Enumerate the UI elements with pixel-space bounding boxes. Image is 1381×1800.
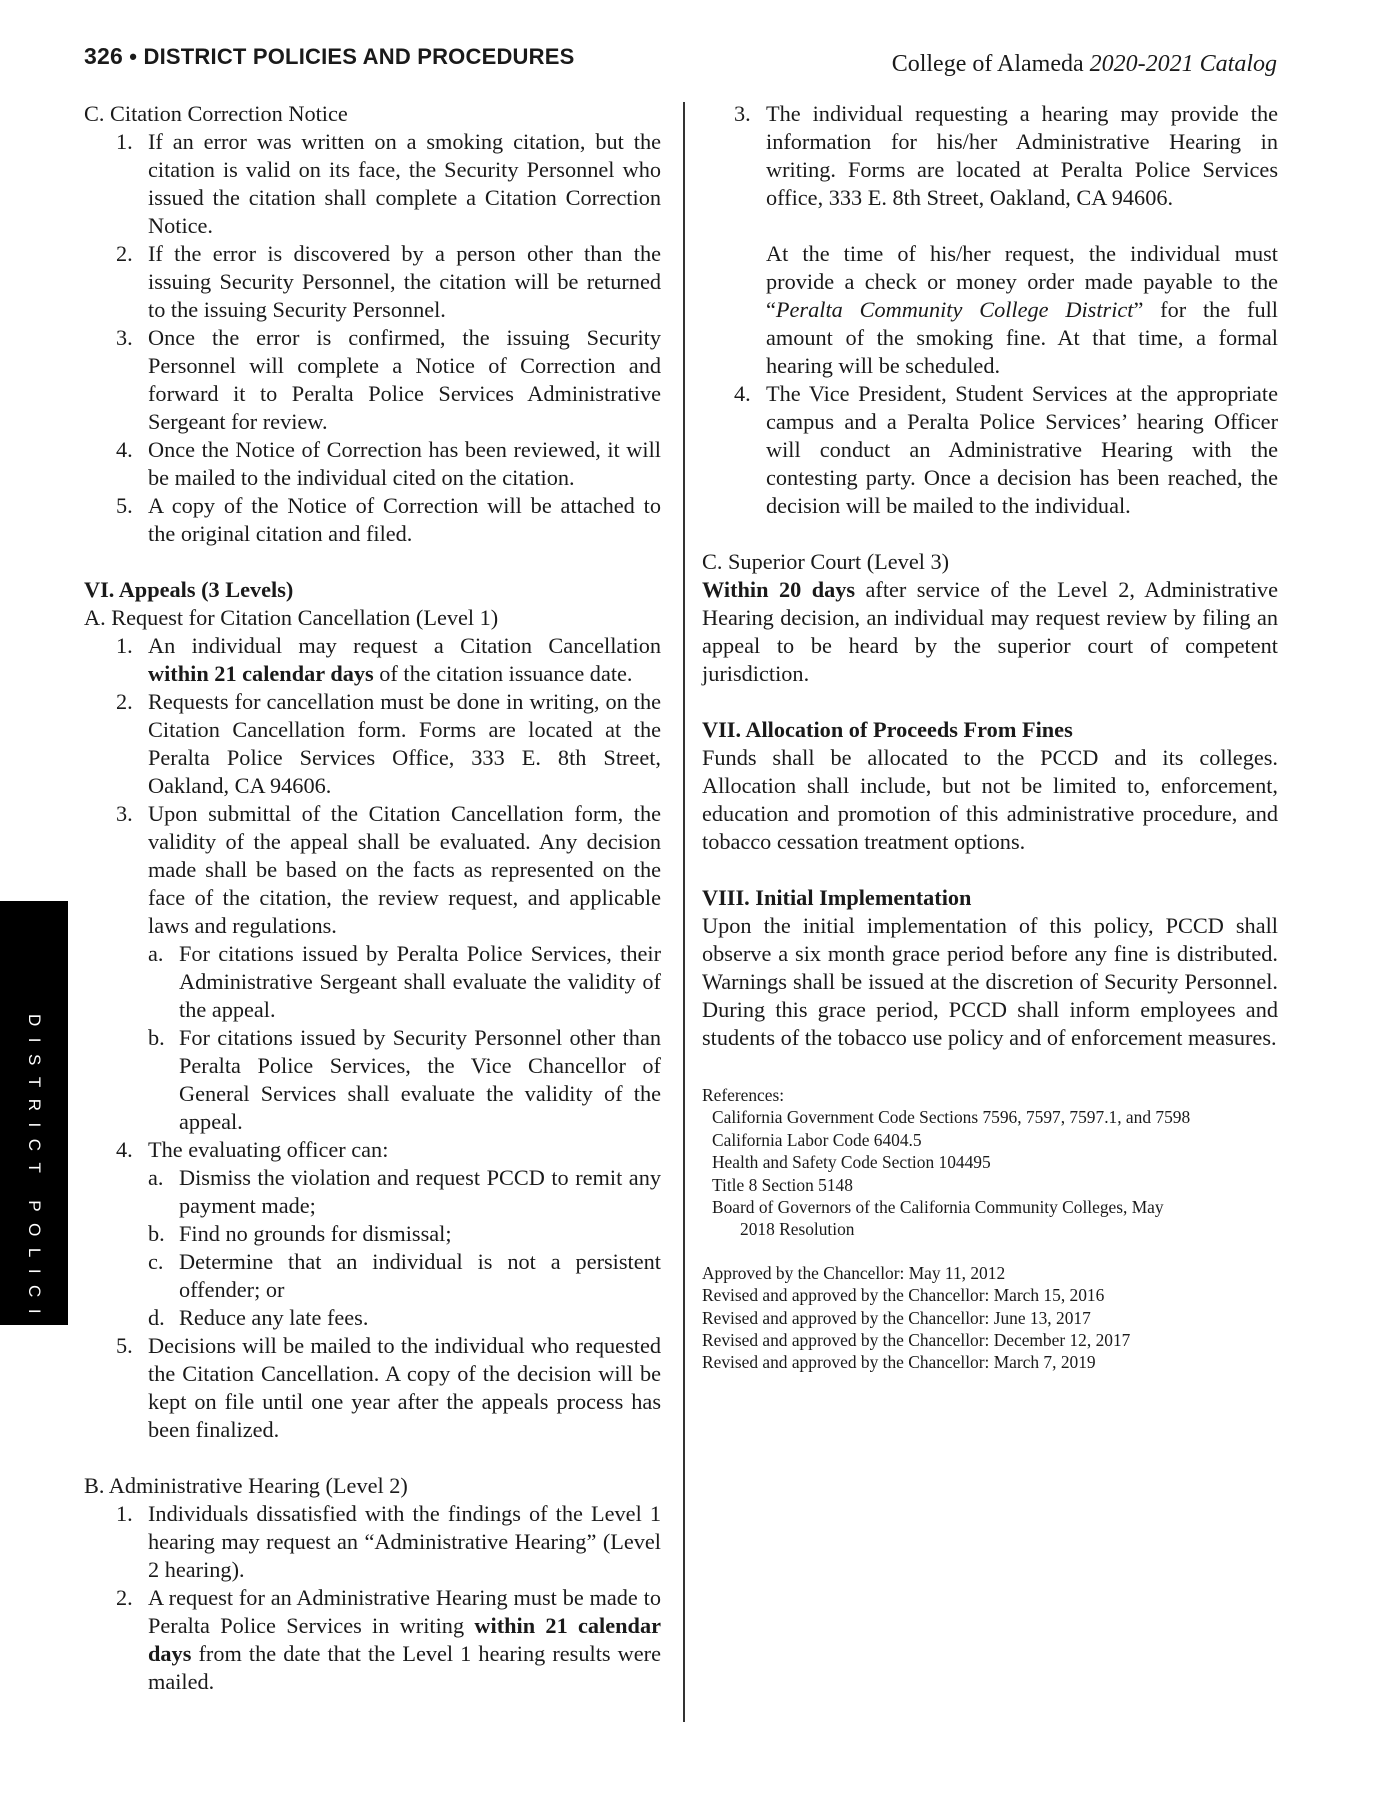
list-item-number: 4. xyxy=(116,437,133,462)
cancellation-heading: A. Request for Citation Cancellation (Level 1) xyxy=(84,605,499,630)
list-item: 1. An individual may request a Citation Cancellation within 21 calendar days of the citation issuance date. xyxy=(116,633,661,686)
side-tab-label: DISTRICT POLICIES xyxy=(25,1014,44,1371)
catalog-header xyxy=(892,51,1277,78)
allocation-heading: VII. Allocation of Proceeds From Fines xyxy=(702,717,1073,742)
list-item: 2. A request for an Administrative Hearing must be made to Peralta Police Services in writing within 21 calendar days from the date that the Level 1 hearing results were mailed. xyxy=(116,1585,661,1694)
sub-list-item-text: For citations issued by Peralta Police Services, their Administrative Sergeant shall evaluate the validity of the appeal. xyxy=(179,941,661,1022)
column-divider xyxy=(683,102,685,1722)
references-block xyxy=(702,1084,1278,1374)
approval-line: Revised and approved by the Chancellor: December 12, 2017 xyxy=(702,1330,1131,1351)
list-item-number: 5. xyxy=(116,493,133,518)
references-list xyxy=(702,1106,1278,1218)
page-number: 326 xyxy=(84,43,123,69)
list-item-text: If the error is discovered by a person other than the issuing Security Personnel, the citation will be returned to the issuing Security Personnel. xyxy=(148,241,661,322)
appeals-heading: VI. Appeals (3 Levels) xyxy=(84,577,294,602)
sub-list-item-number: c. xyxy=(148,1249,164,1274)
sub-list-item-text: Reduce any late fees. xyxy=(179,1305,369,1330)
sub-list-item xyxy=(84,1304,661,1332)
list-item xyxy=(84,492,661,548)
list-item-text: A copy of the Notice of Correction will be attached to the original citation and filed. xyxy=(148,493,661,546)
sub-list-item-number: b. xyxy=(148,1025,165,1050)
list-item: 4. The evaluating officer can: xyxy=(116,1137,389,1162)
list-item: 3. Upon submittal of the Citation Cancellation form, the validity of the appeal shall be evaluated. Any decision made shall be based on the facts as represented on the face of the citation, the review request, and applicable laws and regulations. xyxy=(116,801,661,938)
sub-list-item xyxy=(84,1220,661,1248)
list-item: 5. Decisions will be mailed to the individual who requested the Citation Cancellation. A copy of the decision will be kept on file until one year after the appeals process has been finalized. xyxy=(116,1333,661,1442)
reference-item: Health and Safety Code Section 104495 xyxy=(712,1152,991,1173)
section-title: DISTRICT POLICIES AND PROCEDURES xyxy=(143,44,575,69)
officer-options-sublist xyxy=(84,1164,661,1332)
left-column xyxy=(84,100,661,1696)
implementation-heading: VIII. Initial Implementation xyxy=(702,885,972,910)
sub-list-item-number: d. xyxy=(148,1305,165,1330)
running-header xyxy=(84,43,574,70)
reference-item: California Labor Code 6404.5 xyxy=(712,1129,922,1150)
list-item xyxy=(84,436,661,492)
list-item-number: 1. xyxy=(116,129,133,154)
list-item-text: If an error was written on a smoking citation, but the citation is valid on its face, the Security Personnel who issued the citation shall complete a Citation Correction Notice. xyxy=(148,129,661,238)
reference-item: California Government Code Sections 7596, 7597, 7597.1, and 7598 xyxy=(712,1107,1191,1128)
list-item: 3. The individual requesting a hearing may provide the information for his/her Administrative Hearing in writing. Forms are located at Peralta Police Services office, 333 E. 8th Street, Oakland, CA 94606. xyxy=(734,101,1278,210)
evaluation-sublist xyxy=(84,940,661,1136)
header-bullet: • xyxy=(129,44,138,69)
citation-correction-list xyxy=(84,128,661,548)
sub-list-item xyxy=(84,1248,661,1304)
sub-list-item xyxy=(84,1164,661,1220)
sub-list-item xyxy=(84,940,661,1024)
reference-item: Title 8 Section 5148 xyxy=(712,1174,853,1195)
sub-list-item-text: Find no grounds for dismissal; xyxy=(179,1221,452,1246)
admin-hearing-heading: B. Administrative Hearing (Level 2) xyxy=(84,1473,408,1498)
list-item xyxy=(84,324,661,436)
sub-list-item-number: a. xyxy=(148,1165,164,1190)
allocation-paragraph: Funds shall be allocated to the PCCD and its colleges. Allocation shall include, but not be limited to, enforcement, education and promotion of this administrative procedure, and tobacco cessation treatment options. xyxy=(702,745,1278,854)
list-item xyxy=(84,240,661,324)
list-item-number: 2. xyxy=(116,241,133,266)
approval-line: Revised and approved by the Chancellor: June 13, 2017 xyxy=(702,1307,1091,1328)
sub-list-item-text: Determine that an individual is not a persistent offender; or xyxy=(179,1249,661,1302)
list-item: 1. Individuals dissatisfied with the findings of the Level 1 hearing may request an “Administrative Hearing” (Level 2 hearing). xyxy=(116,1501,661,1582)
sub-list-item-number: a. xyxy=(148,941,164,966)
citation-correction-heading: C. Citation Correction Notice xyxy=(84,101,348,126)
list-item: 2. Requests for cancellation must be done in writing, on the Citation Cancellation form. Forms are located at the Peralta Police Services Office, 333 E. 8th Street, Oakland, CA 94606. xyxy=(116,689,661,798)
approval-line: Revised and approved by the Chancellor: March 15, 2016 xyxy=(702,1285,1105,1306)
payment-paragraph: At the time of his/her request, the individual must provide a check or money order made payable to the “Peralta Community College District” for the full amount of the smoking fine. At that time, a formal hearing will be scheduled. xyxy=(766,241,1278,378)
superior-court-paragraph: Within 20 days after service of the Level 2, Administrative Hearing decision, an individual may request review by filing an appeal to be heard by the superior court of competent jurisdiction. xyxy=(702,577,1278,686)
approval-line: Revised and approved by the Chancellor: March 7, 2019 xyxy=(702,1352,1096,1373)
list-item-text: Once the error is confirmed, the issuing Security Personnel will complete a Notice of Correction and forward it to Peralta Police Services Administrative Sergeant for review. xyxy=(148,325,661,434)
side-tab xyxy=(0,901,68,1371)
list-item-number: 3. xyxy=(116,325,133,350)
superior-court-heading: C. Superior Court (Level 3) xyxy=(702,549,950,574)
sub-list-item-number: b. xyxy=(148,1221,165,1246)
list-item xyxy=(84,128,661,240)
right-column xyxy=(702,100,1278,1374)
approval-line: Approved by the Chancellor: May 11, 2012 xyxy=(702,1262,1006,1283)
sub-list-item-text: For citations issued by Security Personnel other than Peralta Police Services, the Vice Chancellor of General Services shall evaluate the validity of the appeal. xyxy=(179,1025,661,1134)
catalog-year: 2020-2021 Catalog xyxy=(1089,51,1277,77)
approvals-list xyxy=(702,1262,1278,1374)
implementation-paragraph: Upon the initial implementation of this policy, PCCD shall observe a six month grace period before any fine is distributed. Warnings shall be issued at the discretion of Security Personnel. During this grace period, PCCD shall inform employees and students of the tobacco use policy and of enforcement measures. xyxy=(702,913,1278,1050)
references-label: References: xyxy=(702,1085,785,1105)
college-name: College of Alameda xyxy=(891,51,1084,77)
sub-list-item-text: Dismiss the violation and request PCCD to remit any payment made; xyxy=(179,1165,661,1218)
reference-continuation: 2018 Resolution xyxy=(740,1219,855,1240)
list-item-text: Once the Notice of Correction has been reviewed, it will be mailed to the individual cited on the citation. xyxy=(148,437,661,490)
reference-item: Board of Governors of the California Community Colleges, May xyxy=(712,1197,1164,1218)
list-item: 4. The Vice President, Student Services at the appropriate campus and a Peralta Police Services’ hearing Officer will conduct an Administrative Hearing with the contesting party. Once a decision has been reached, the decision will be mailed to the individual. xyxy=(734,381,1278,518)
sub-list-item xyxy=(84,1024,661,1136)
